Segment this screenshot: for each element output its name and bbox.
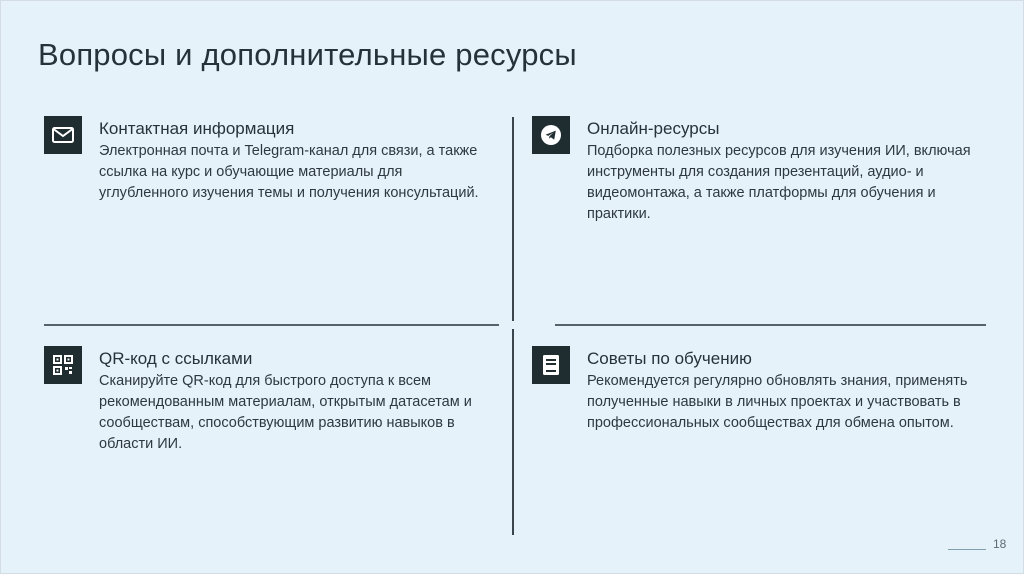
page-number-line xyxy=(948,549,986,550)
envelope-icon xyxy=(44,116,82,154)
card-description: Сканируйте QR-код для быстрого доступа к всем рекомендованным материалам, открытым датасетам и сообществам, способствующим развитию навыков в области ИИ. xyxy=(99,373,472,452)
telegram-icon xyxy=(532,116,570,154)
book-icon xyxy=(532,346,570,384)
qr-code-icon xyxy=(44,346,82,384)
slide-title: Вопросы и дополнительные ресурсы xyxy=(38,37,577,72)
card-title: QR-код с ссылками xyxy=(99,349,253,368)
card-description: Подборка полезных ресурсов для изучения ИИ, включая инструменты для создания презентаций, аудио- и видеомонтажа, а также платформы для обучения и практики. xyxy=(587,143,971,222)
card-title: Контактная информация xyxy=(99,119,295,138)
card-title: Советы по обучению xyxy=(587,349,752,368)
card-title: Онлайн-ресурсы xyxy=(587,119,720,138)
page-number: 18 xyxy=(993,537,1007,551)
card-description: Рекомендуется регулярно обновлять знания, применять полученные навыки в личных проектах и участвовать в профессиональных сообществах для обмена опытом. xyxy=(587,373,968,431)
divider-gap xyxy=(499,321,555,329)
card-description: Электронная почта и Telegram-канал для связи, а также ссылка на курс и обучающие материалы для углубленного изучения темы и получения консультаций. xyxy=(99,143,479,201)
